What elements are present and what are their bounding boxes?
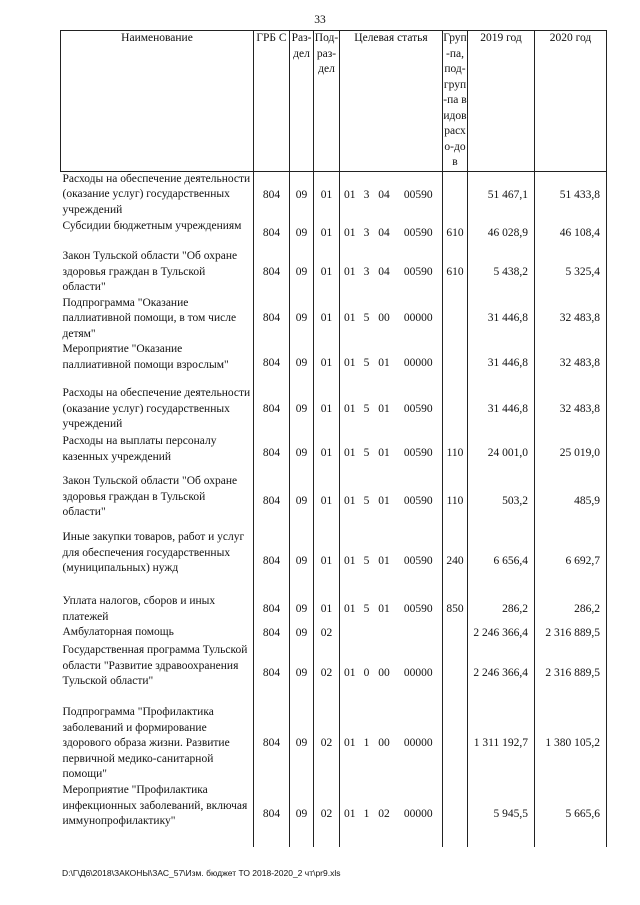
cell-rz: 09: [295, 188, 308, 201]
cell-rz: 09: [295, 602, 308, 615]
header-podrazdel: Под-раз-дел: [314, 31, 340, 172]
cell-t2: 5: [363, 447, 370, 460]
cell-vr: [443, 171, 468, 219]
cell-t4: 00000: [395, 783, 443, 847]
header-2019: 2019 год: [468, 31, 535, 172]
cell-pr: 02: [314, 625, 340, 643]
cell-t4: 00590: [395, 219, 443, 249]
cell-grbs: 804: [254, 625, 290, 643]
cell-vr: [443, 342, 468, 386]
cell-vr: 610: [443, 219, 468, 249]
cell-pr: 02: [314, 643, 340, 705]
cell-grbs: 804: [254, 219, 290, 249]
cell-t3: 00: [378, 312, 390, 324]
table-row: [61, 434, 607, 474]
cell-t2: 3: [363, 188, 370, 201]
cell-v2020: 286,2: [535, 594, 607, 625]
cell-t4: 00000: [395, 296, 443, 343]
cell-vr: 610: [443, 249, 468, 296]
cell-t4: 00590: [395, 434, 443, 474]
cell-name: Закон Тульской области "Об охране здоровья граждан в Тульской области": [61, 474, 254, 530]
cell-rz: 09: [295, 555, 308, 568]
cell-v2019: 1 311 192,7: [468, 705, 535, 783]
cell-pr: 01: [314, 219, 340, 249]
cell-v2019: 6 656,4: [468, 530, 535, 594]
cell-rz: 09: [295, 808, 308, 821]
cell-pr: 01: [314, 530, 340, 594]
cell-t3: 02: [378, 808, 390, 821]
cell-t4: 00590: [395, 171, 443, 219]
table-row: [61, 530, 607, 594]
cell-rz: 09: [295, 737, 308, 750]
cell-t3: 01: [378, 555, 390, 568]
cell-v2019: 51 467,1: [468, 171, 535, 219]
cell-vr: 110: [443, 474, 468, 530]
cell-v2019: 31 446,8: [468, 296, 535, 343]
cell-t4: 00590: [395, 530, 443, 594]
cell-grbs: 804: [254, 171, 290, 219]
cell-vr: [443, 386, 468, 434]
header-grbs: ГРБ С: [254, 31, 290, 172]
cell-t1: 01: [344, 555, 356, 568]
cell-t2: 0: [363, 667, 370, 680]
cell-vr: [443, 643, 468, 705]
cell-vr: [443, 625, 468, 643]
cell-vr: [443, 705, 468, 783]
cell-v2019: 5 945,5: [468, 783, 535, 847]
cell-name: Расходы на выплаты персоналу казенных учреждений: [61, 434, 254, 474]
cell-t2: 5: [363, 602, 370, 615]
header-target: Целевая статья: [340, 31, 443, 172]
cell-name: Иные закупки товаров, работ и услуг для обеспечения государственных (муниципальных) нужд: [61, 530, 254, 594]
cell-t2: 3: [363, 265, 370, 278]
header-2020: 2020 год: [535, 31, 607, 172]
cell-v2020: 2 316 889,5: [535, 625, 607, 643]
cell-rz: 09: [295, 357, 308, 370]
cell-v2019: 286,2: [468, 594, 535, 625]
cell-v2020: 32 483,8: [535, 296, 607, 343]
cell-v2019: 5 438,2: [468, 249, 535, 296]
cell-name: Расходы на обеспечение деятельности (оказание услуг) государственных учреждений: [61, 171, 254, 219]
cell-vr: [443, 296, 468, 343]
table-row: [61, 625, 607, 643]
cell-pr: 01: [314, 474, 340, 530]
cell-rz: 09: [295, 447, 308, 460]
table-row: [61, 342, 607, 386]
budget-table: [60, 30, 607, 847]
cell-name: Закон Тульской области "Об охране здоровья граждан в Тульской области": [61, 249, 254, 296]
cell-t3: 04: [378, 265, 390, 278]
cell-v2020: 32 483,8: [535, 342, 607, 386]
table-row: [61, 296, 607, 343]
cell-t2: 1: [363, 737, 370, 750]
cell-v2020: 25 019,0: [535, 434, 607, 474]
table-row: [61, 705, 607, 783]
cell-grbs: 804: [254, 386, 290, 434]
cell-pr: 02: [314, 783, 340, 847]
cell-name: Уплата налогов, сборов и иных платежей: [61, 594, 254, 625]
cell-vr: 850: [443, 594, 468, 625]
cell-vr: 110: [443, 434, 468, 474]
cell-t3: 01: [378, 495, 390, 508]
cell-pr: 01: [314, 249, 340, 296]
cell-t4: 00000: [395, 342, 443, 386]
table-row: [61, 171, 607, 219]
cell-grbs: 804: [254, 705, 290, 783]
cell-v2020: 2 316 889,5: [535, 643, 607, 705]
cell-v2020: 32 483,8: [535, 386, 607, 434]
cell-t1: 01: [344, 667, 356, 680]
cell-rz: 09: [295, 495, 308, 508]
cell-rz: 09: [295, 667, 308, 680]
cell-rz: 09: [295, 403, 308, 416]
table-row: [61, 386, 607, 434]
header-razdel: Раз-дел: [290, 31, 314, 172]
cell-name: Мероприятие "Оказание паллиативной помощи взрослым": [61, 342, 254, 386]
cell-pr: 02: [314, 705, 340, 783]
cell-v2019: 24 001,0: [468, 434, 535, 474]
cell-vr: [443, 783, 468, 847]
cell-pr: 01: [314, 594, 340, 625]
cell-grbs: 804: [254, 594, 290, 625]
cell-grbs: 804: [254, 342, 290, 386]
cell-t3: 00: [378, 667, 390, 680]
table-row: [61, 474, 607, 530]
header-group: Груп-па, под-груп-па видов расхо-дов: [443, 31, 468, 172]
cell-t3: 04: [378, 188, 390, 201]
cell-grbs: 804: [254, 434, 290, 474]
cell-t2: 5: [363, 495, 370, 508]
cell-v2020: 46 108,4: [535, 219, 607, 249]
cell-v2020: 5 325,4: [535, 249, 607, 296]
cell-name: Мероприятие "Профилактика инфекционных заболеваний, включая иммунопрофилактику": [61, 783, 254, 847]
cell-t1: 01: [344, 357, 356, 370]
table-row: [61, 783, 607, 847]
page-number: 33: [314, 14, 326, 26]
cell-grbs: 804: [254, 643, 290, 705]
cell-t4: 00590: [395, 386, 443, 434]
cell-pr: 01: [314, 342, 340, 386]
cell-t1: 01: [344, 495, 356, 508]
cell-grbs: 804: [254, 783, 290, 847]
cell-grbs: 804: [254, 249, 290, 296]
cell-t4: 00000: [395, 705, 443, 783]
cell-t2: 5: [363, 555, 370, 568]
cell-rz: 09: [295, 627, 308, 640]
file-path-footer: D:\Г\Д6\2018\ЗАКОНЫ\ЗАС_57\Изм. бюджет ТО 2018-2020_2 чт\pr9.xls: [62, 868, 341, 878]
cell-v2020: 1 380 105,2: [535, 705, 607, 783]
cell-v2020: 5 665,6: [535, 783, 607, 847]
cell-t1: 01: [344, 188, 356, 201]
cell-pr: 01: [314, 171, 340, 219]
cell-name: Субсидии бюджетным учреждениям: [61, 219, 254, 249]
cell-grbs: 804: [254, 296, 290, 343]
cell-name: Подпрограмма "Оказание паллиативной помощи, в том числе детям": [61, 296, 254, 343]
cell-t4: [395, 625, 443, 643]
cell-t2: 5: [363, 403, 370, 416]
cell-t3: 01: [378, 357, 390, 370]
cell-t1: 01: [344, 602, 356, 615]
cell-vr: 240: [443, 530, 468, 594]
cell-pr: 01: [314, 296, 340, 343]
table-row: [61, 219, 607, 249]
cell-v2020: 485,9: [535, 474, 607, 530]
cell-v2020: 51 433,8: [535, 171, 607, 219]
cell-t3: [374, 625, 395, 643]
cell-v2019: 2 246 366,4: [468, 625, 535, 643]
cell-t3: 00: [378, 737, 390, 750]
cell-t2: 1: [363, 808, 370, 821]
header-name: Наименование: [61, 31, 254, 172]
cell-v2019: 31 446,8: [468, 342, 535, 386]
cell-grbs: 804: [254, 530, 290, 594]
cell-t2: 5: [363, 357, 370, 370]
cell-t3: 01: [378, 447, 390, 460]
cell-v2019: 2 246 366,4: [468, 643, 535, 705]
cell-t4: 00590: [395, 594, 443, 625]
cell-name: Амбулаторная помощь: [61, 625, 254, 643]
table-row: [61, 249, 607, 296]
cell-name: Расходы на обеспечение деятельности (оказание услуг) государственных учреждений: [61, 386, 254, 434]
cell-t3: 04: [378, 227, 390, 240]
cell-t1: 01: [344, 227, 356, 240]
cell-t4: 00590: [395, 474, 443, 530]
table-row: [61, 594, 607, 625]
cell-pr: 01: [314, 434, 340, 474]
cell-t1: 01: [344, 312, 356, 324]
cell-rz: 09: [295, 265, 308, 278]
cell-v2019: 31 446,8: [468, 386, 535, 434]
cell-t2: [360, 625, 374, 643]
cell-t3: 01: [378, 403, 390, 416]
cell-t1: 01: [344, 447, 356, 460]
cell-rz: 09: [295, 227, 308, 240]
cell-name: Подпрограмма "Профилактика заболеваний и формирование здорового образа жизни. Развитие первичной медико-санитарной помощи": [61, 705, 254, 783]
cell-t4: 00000: [395, 643, 443, 705]
cell-t1: 01: [344, 403, 356, 416]
cell-t2: 5: [363, 312, 370, 324]
cell-pr: 01: [314, 386, 340, 434]
cell-v2020: 6 692,7: [535, 530, 607, 594]
cell-t1: [340, 625, 360, 643]
cell-t1: 01: [344, 808, 356, 821]
table-row: [61, 643, 607, 705]
cell-v2019: 46 028,9: [468, 219, 535, 249]
cell-v2019: 503,2: [468, 474, 535, 530]
cell-rz: 09: [295, 312, 308, 324]
cell-t1: 01: [344, 265, 356, 278]
cell-t2: 3: [363, 227, 370, 240]
cell-grbs: 804: [254, 474, 290, 530]
cell-t4: 00590: [395, 249, 443, 296]
cell-name: Государственная программа Тульской области "Развитие здравоохранения Тульской области": [61, 643, 254, 705]
cell-t1: 01: [344, 737, 356, 750]
cell-t3: 01: [378, 602, 390, 615]
